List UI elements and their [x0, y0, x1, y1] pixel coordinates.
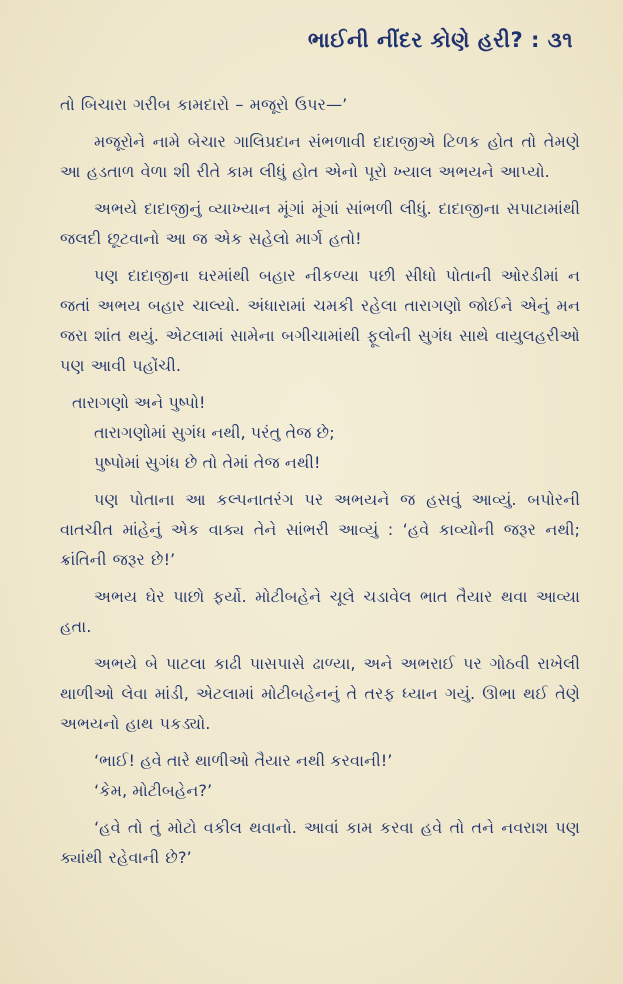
paragraph: તો બિચારા ગરીબ કામદારો – મજૂરો ઉપર—’ [60, 95, 348, 114]
running-header: ભાઈની નીંદર કોણે હરી? : ૩૧ [307, 28, 573, 52]
verse-block [60, 388, 580, 478]
paragraph: ‘હવે તો તું મોટો વકીલ થવાનો. આવાં કામ કરવા હવે તો તને નવરાશ પણ ક્યાંથી રહેવાની છે?’ [60, 818, 580, 867]
paragraph: અભય ઘેર પાછો ફર્યો. મોટીબહેને ચૂલે ચડાવેલ ભાત તૈયાર થવા આવ્યા હતા. [60, 587, 580, 636]
paragraph: અભયે બે પાટલા કાઢી પાસપાસે ઢાળ્યા, અને અભરાઈ પર ગોઠવી રાખેલી થાળીઓ લેવા માંડી, એટલામાં મોટીબહેનનું તે તરફ ધ્યાન ગયું. ઊભા થઈ તેણે અભયનો હાથ પકડ્યો. [60, 654, 580, 733]
page-body [60, 90, 580, 880]
dialog-line: ‘કેમ, મોટીબહેન?’ [94, 781, 213, 800]
paragraph: અભયે દાદાજીનું વ્યાખ્યાન મૂંગાં મૂંગાં સાંભળી લીધું. દાદાજીના સપાટામાંથી જલદી છૂટવાનો આ જ એક સહેલો માર્ગ હતો! [60, 199, 580, 248]
paragraph: પણ પોતાના આ કલ્પનાતરંગ પર અભયને જ હસવું આવ્યું. બપોરની વાતચીત માંહેનું એક વાક્ય તેને સાંભરી આવ્યું : ‘હવે કાવ્યોની જરૂર નથી; ક્રાંતિની જરૂર છે!’ [60, 490, 580, 569]
verse-line: તારાગણોમાં સુગંધ નથી, પરંતુ તેજ છે; [94, 423, 335, 442]
verse-line: તારાગણો અને પુષ્પો! [72, 393, 206, 412]
paragraph: પણ દાદાજીના ઘરમાંથી બહાર નીકળ્યા પછી સીધો પોતાની ઓરડીમાં ન જતાં અભય બહાર ચાલ્યો. અંધારામાં ચમકી રહેલા તારાગણો જોઈને એનું મન જરા શાંત થયું. એટલામાં સામેના બગીચામાંથી ફૂલોની સુગંધ સાથે વાયુલહરીઓ પણ આવી પહોંચી. [60, 266, 580, 375]
paragraph: મજૂરોને નામે બેચાર ગાલિપ્રદાન સંભળાવી દાદાજીએ ટિળક હોત તો તેમણે આ હડતાળ વેળા શી રીતે કામ લીધું હોત એનો પૂરો ખ્યાલ અભયને આપ્યો. [60, 132, 580, 181]
dialog-line: ‘ભાઈ! હવે તારે થાળીઓ તૈયાર નથી કરવાની!’ [94, 751, 393, 770]
verse-line: પુષ્પોમાં સુગંધ છે તો તેમાં તેજ નથી! [94, 453, 321, 472]
